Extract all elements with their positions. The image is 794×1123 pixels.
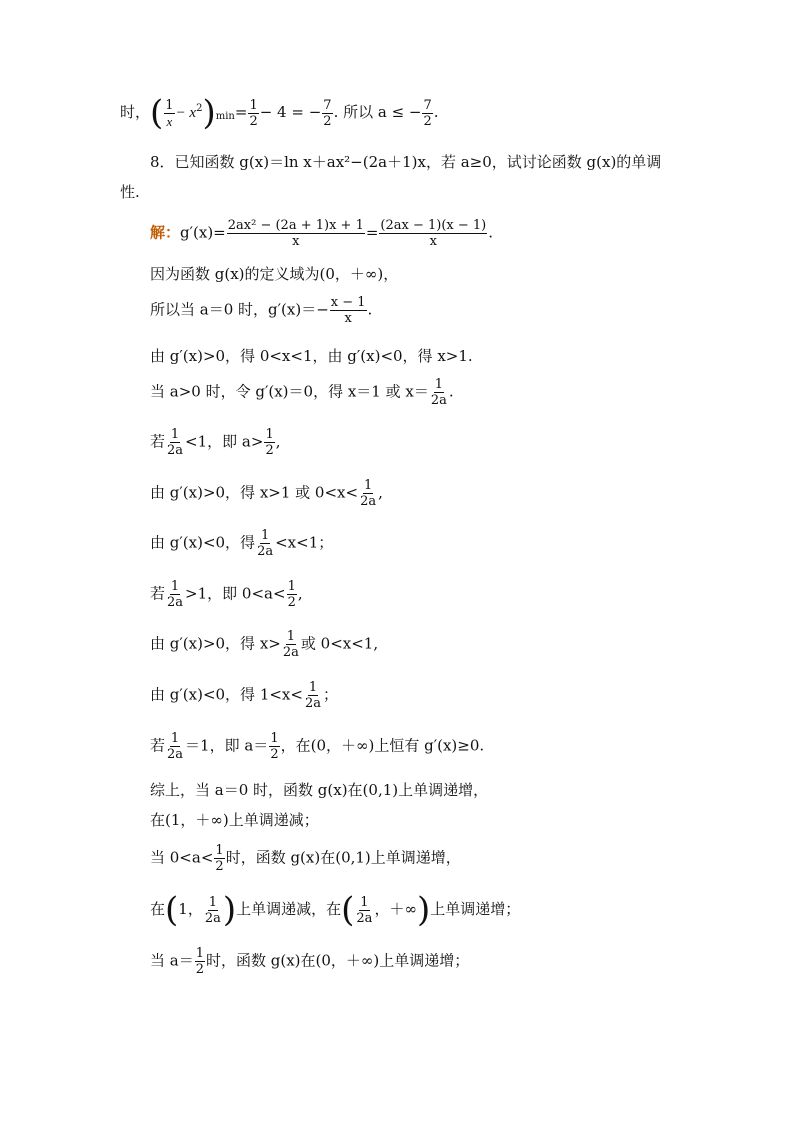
fraction: $\frac{1}{2}$ xyxy=(265,427,274,458)
text: >1，即 0<a< xyxy=(185,584,286,603)
text: 若 xyxy=(150,584,166,603)
fraction: $\frac{1}{2a}$ xyxy=(167,427,184,458)
text: − 4 = − xyxy=(259,103,322,121)
superscript: 2 xyxy=(196,103,203,114)
fraction: $\frac{1}{2}$ xyxy=(215,843,224,874)
text: 当 0<a< xyxy=(150,848,214,867)
fraction: $\frac{1}{2a}$ xyxy=(257,528,274,559)
fraction: $\frac{1}{2}$ xyxy=(270,731,279,762)
line-5: 因为函数 g(x)的定义域为(0，＋∞)， xyxy=(150,265,399,283)
line-1 xyxy=(120,93,439,133)
text: <x<1； xyxy=(275,533,334,552)
text: 所以当 a＝0 时，g′(x)＝− xyxy=(150,300,329,319)
line-18 xyxy=(150,843,461,874)
text: 或 0<x<1, xyxy=(300,634,379,653)
line-13 xyxy=(150,629,378,660)
text: 若 xyxy=(150,736,166,755)
text: , xyxy=(297,584,303,603)
text: − x xyxy=(175,105,197,121)
text: 时， xyxy=(120,103,151,121)
text: = xyxy=(365,223,379,242)
fraction: $\frac{1}{2a}$ xyxy=(356,894,373,926)
fraction: $\frac{1}{x}$ xyxy=(165,97,174,129)
fraction: $\frac{1}{2}$ xyxy=(287,579,296,610)
fraction: $\frac{1}{2a}$ xyxy=(204,894,221,926)
line-12 xyxy=(150,579,303,610)
line-9 xyxy=(150,427,281,458)
right-paren: ) xyxy=(202,93,216,133)
fraction: $\frac{\text{2ax² − (2a + 1)x + 1}}{x}$ xyxy=(227,218,364,249)
line-4 xyxy=(150,218,493,249)
fraction: $\frac{7}{2}$ xyxy=(323,97,332,129)
text: . xyxy=(367,300,373,319)
fraction: $\frac{1}{2}$ xyxy=(195,946,204,977)
text: ＝1，即 a＝ xyxy=(185,736,269,755)
text: . xyxy=(488,223,494,242)
line-10 xyxy=(150,478,383,509)
text: ； xyxy=(323,685,339,704)
line-6 xyxy=(150,295,372,326)
fraction: $\frac{1}{2a}$ xyxy=(167,579,184,610)
line-20 xyxy=(150,946,469,977)
text: 时，函数 g(x)在(0,1)上单调递增， xyxy=(225,848,461,867)
text: 1， xyxy=(178,900,203,918)
text: = xyxy=(234,103,248,121)
line-11 xyxy=(150,528,333,559)
line-8 xyxy=(150,377,454,408)
text: <1，即 a> xyxy=(185,432,264,451)
left-paren: ( xyxy=(165,890,179,930)
text: 由 g′(x)>0，得 x>1 或 0<x< xyxy=(150,483,359,502)
text: 若 xyxy=(150,432,166,451)
text: 时，函数 g(x)在(0，＋∞)上单调递增； xyxy=(206,951,470,970)
line-7: 由 g′(x)>0，得 0<x<1，由 g′(x)<0，得 x>1. xyxy=(150,347,473,365)
text: 在 xyxy=(150,900,166,918)
fraction: $\frac{1}{2a}$ xyxy=(304,680,321,711)
fraction: $\frac{1}{2a}$ xyxy=(430,377,447,408)
text: , xyxy=(378,483,383,502)
right-paren: ) xyxy=(416,890,431,930)
line-17: 在(1，＋∞)上单调递减； xyxy=(150,811,319,829)
fraction: $\frac{7}{2}$ xyxy=(423,97,432,129)
fraction: $\frac{(2ax - 1)(x - 1)}{x}$ xyxy=(380,218,487,249)
solution-label: 解： xyxy=(150,223,181,242)
problem-statement: 8．已知函数 g(x)＝ln x＋ax²−(2a＋1)x，若 a≥0，试讨论函数 g(x)的单调 xyxy=(150,153,662,171)
line-15 xyxy=(150,731,484,762)
text: 由 g′(x)>0，得 x> xyxy=(150,634,281,653)
text: 当 a＝ xyxy=(150,951,194,970)
fraction: $\frac{1}{2a}$ xyxy=(167,731,184,762)
text: . xyxy=(448,382,454,401)
left-paren: ( xyxy=(150,93,164,133)
fraction: $\frac{1}{2}$ xyxy=(249,97,258,129)
fraction: $\frac{1}{2a}$ xyxy=(282,629,299,660)
line-16: 综上，当 a＝0 时，函数 g(x)在(0,1)上单调递增， xyxy=(150,781,489,799)
fraction: $\frac{x - 1}{x}$ xyxy=(330,295,366,326)
right-paren: ) xyxy=(222,890,237,930)
left-paren: ( xyxy=(341,890,355,930)
line-14 xyxy=(150,680,338,711)
text: 上单调递增； xyxy=(430,900,521,918)
text: g′(x)= xyxy=(180,223,226,242)
text: ，在(0，＋∞)上恒有 g′(x)≥0. xyxy=(280,736,485,755)
subscript: min xyxy=(215,111,235,122)
line-19 xyxy=(150,890,521,930)
text: 当 a>0 时，令 g′(x)＝0，得 x＝1 或 x＝ xyxy=(150,382,429,401)
text: 由 g′(x)<0，得 xyxy=(150,533,256,552)
problem-statement-cont: 性. xyxy=(120,183,140,201)
text: . 所以 a ≤ − xyxy=(333,103,422,121)
text: . xyxy=(433,103,439,121)
fraction: $\frac{1}{2a}$ xyxy=(360,478,377,509)
text: , xyxy=(275,432,281,451)
text: 上单调递减，在 xyxy=(236,900,342,918)
text: 由 g′(x)<0，得 1<x< xyxy=(150,685,303,704)
text: ，＋∞ xyxy=(374,900,417,918)
